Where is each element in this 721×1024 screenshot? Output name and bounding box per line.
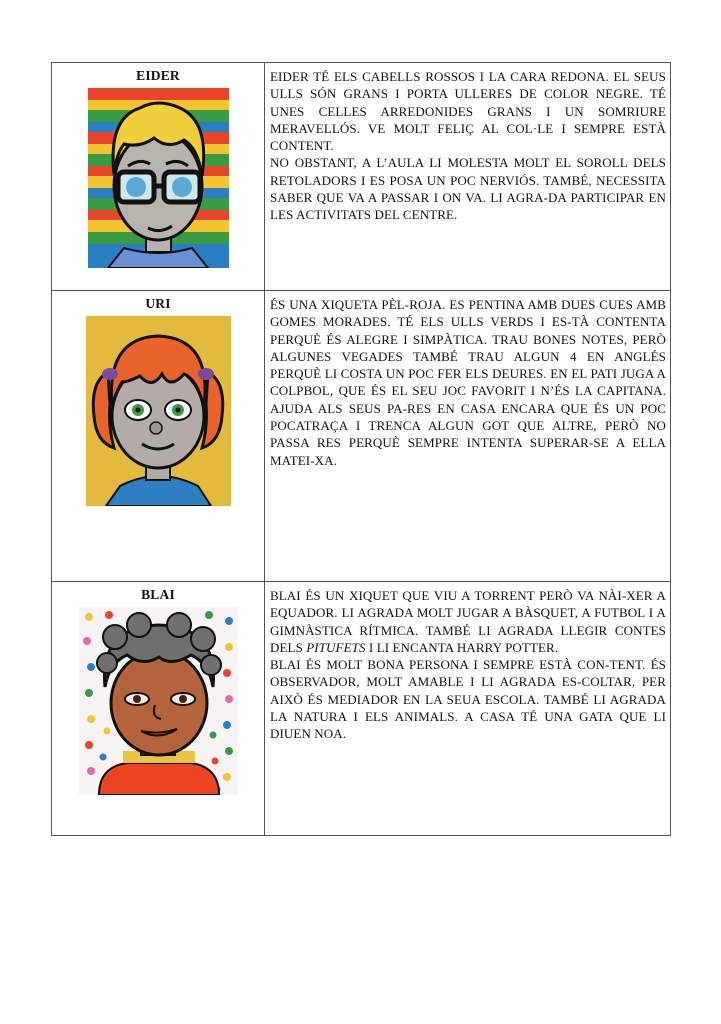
description-text: BLAI ÉS UN XIQUET QUE VIU A TORRENT PERÒ VA NÀI-XER A EQUADOR. LI AGRADA MOLT JUGAR A BÀSQUET, A FUTBOL I A GIMNÀSTICA RÍTMICA. TAMBÉ LI AGRADA LLEGIR CONTES DELS bbox=[270, 588, 666, 655]
description-paragraph: EIDER TÉ ELS CABELLS ROSSOS I LA CARA REDONA. EL SEUS ULLS SÓN GRANS I PORTA ULLERES DE COLOR NEGRE. TÉ UNES CELLES ARREDONIDES GRANS I UN SOMRIURE MERAVELLÓS. VE MOLT FELIÇ AL COL·LE I SEMPRE ESTÀ CONTENT. bbox=[270, 69, 666, 154]
student-name: BLAI bbox=[141, 587, 175, 602]
student-name: URI bbox=[145, 296, 171, 311]
description-cell bbox=[265, 582, 671, 836]
table-row bbox=[52, 291, 671, 582]
name-cell bbox=[52, 291, 265, 582]
table-row bbox=[52, 63, 671, 291]
book-title: PITUFETS bbox=[306, 639, 366, 655]
description-text: I LI ENCANTA HARRY POTTER. bbox=[365, 639, 559, 655]
description-paragraph: ÉS UNA XIQUETA PÈL-ROJA. ES PENTINA AMB DUES CUES AMB GOMES MORADES. TÉ ELS ULLS VERDS I ES-TÀ CONTENTA PERQUÈ ÉS ALEGRE I SIMPÀTICA. TRAU BONES NOTES, PERÒ ALGUNES VEGADES TAMBÉ TRAU ALGUN 4 EN ANGLÉS PERQUÈ LI COSTA UN POC FER ELS DEURES. EN EL PATI JUGA A COLPBOL, QUE ÉS EL SEU JOC FAVORIT I N’ÉS LA CAPITANA. AJUDA ALS SEUS PA-RES EN CASA ENCARA QUE ÉS UN POC POCATRAÇA I TRENCA ALGUN GOT QUE ALTRE, PERÒ NO PASSA RES PERQUÈ SEMPRE INTENTA SUPERAR-SE A ELLA MATEI-XA. bbox=[270, 297, 666, 468]
description-cell bbox=[265, 63, 671, 291]
student-description bbox=[270, 68, 666, 224]
uri-portrait bbox=[86, 316, 231, 506]
name-cell bbox=[52, 63, 265, 291]
profiles-table bbox=[51, 62, 671, 836]
description-paragraph bbox=[270, 587, 666, 656]
blai-portrait bbox=[79, 607, 238, 795]
description-cell bbox=[265, 291, 671, 582]
eider-portrait bbox=[88, 88, 229, 268]
student-name: EIDER bbox=[136, 68, 180, 83]
description-paragraph: BLAI ÉS MOLT BONA PERSONA I SEMPRE ESTÀ CON-TENT. ÉS OBSERVADOR, MOLT AMABLE I LI AGRADA ES-COLTAR, PER AIXÒ ÉS MEDIADOR EN LA SEUA ESCOLA. TAMBÉ LI AGRADA LA NATURA I ELS ANIMALS. A CASA TÉ UNA GATA QUE LI DIUEN NOA. bbox=[270, 657, 666, 742]
table-row bbox=[52, 582, 671, 836]
description-paragraph: NO OBSTANT, A L’AULA LI MOLESTA MOLT EL SOROLL DELS RETOLADORS I ES POSA UN POC NERVIÓS. TAMBÉ, NECESSITA SABER QUE VA A PASSAR I ON VA. LI AGRA-DA PARTICIPAR EN LES ACTIVITATS DEL CENTRE. bbox=[270, 155, 666, 223]
name-cell bbox=[52, 582, 265, 836]
student-description bbox=[270, 587, 666, 743]
student-description bbox=[270, 296, 666, 469]
